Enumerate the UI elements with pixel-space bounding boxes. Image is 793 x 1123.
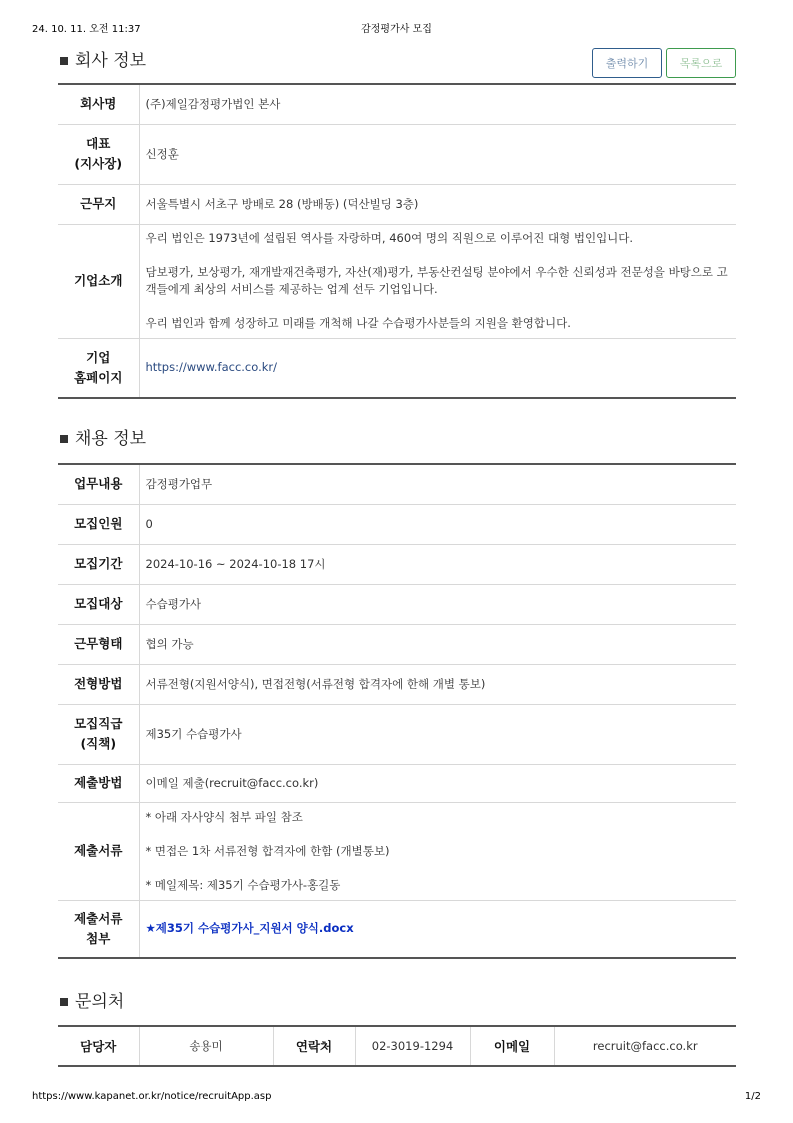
recruit-rank: 제35기 수습평가사: [139, 704, 736, 764]
table-row: [58, 900, 736, 958]
table-row: [58, 584, 736, 624]
intro-paragraph: 담보평가, 보상평가, 재개발재건축평가, 자산(재)평가, 부동산컨설팅 분야에서 우수한 신뢰성과 전문성을 바탕으로 고객들에게 최상의 서비스를 제공하는 업계 선두 기업입니다.: [145, 265, 728, 296]
recruit-target: 수습평가사: [139, 584, 736, 624]
row-label: 제출서류: [58, 802, 139, 900]
table-row: [58, 664, 736, 704]
table-row: [58, 802, 736, 900]
contact-phone: 02-3019-1294: [355, 1026, 470, 1066]
recruit-process: 서류전형(지원서양식), 면접전형(서류전형 합격자에 한해 개별 통보): [139, 664, 736, 704]
company-name: (주)제일감정평가법인 본사: [145, 96, 281, 111]
row-label: 근무형태: [58, 624, 139, 664]
print-url: https://www.kapanet.or.kr/notice/recruitApp.asp: [32, 1091, 272, 1102]
list-button[interactable]: 목록으로: [666, 48, 736, 78]
row-label: 모집대상: [58, 584, 139, 624]
bullet-icon: [60, 57, 68, 65]
homepage-link[interactable]: https://www.facc.co.kr/: [145, 360, 278, 375]
row-label: 회사명: [58, 84, 139, 124]
docs-line: * 면접은 1차 서류전형 합격자에 한함 (개별통보): [145, 843, 390, 858]
company-ceo: 신정훈: [139, 124, 736, 184]
contact-email-label: 이메일: [470, 1026, 554, 1066]
contact-person-label: 담당자: [58, 1026, 139, 1066]
bullet-icon: [60, 435, 68, 443]
print-button[interactable]: 출력하기: [592, 48, 662, 78]
table-row: [58, 764, 736, 802]
row-label: 근무지: [58, 184, 139, 224]
print-date: 24. 10. 11. 오전 11:37: [32, 24, 141, 35]
row-label: 전형방법: [58, 664, 139, 704]
recruit-type: 협의 가능: [139, 624, 736, 664]
row-label: 기업 홈페이지: [58, 338, 139, 398]
table-row: [58, 224, 736, 338]
recruit-table-wrap: [58, 463, 736, 959]
table-row: [58, 544, 736, 584]
row-label: 기업소개: [58, 224, 139, 338]
action-buttons: [592, 48, 736, 78]
print-title: 감정평가사 모집: [361, 24, 432, 35]
recruit-job: 감정평가업무: [145, 476, 213, 491]
recruit-table: [58, 463, 736, 959]
row-label: 업무내용: [58, 464, 139, 504]
intro-paragraph: 우리 법인은 1973년에 설립된 역사를 자랑하며, 460여 명의 직원으로 이루어진 대형 법인입니다.: [145, 231, 634, 245]
section-title-company: 회사 정보: [58, 48, 736, 74]
table-row: [58, 464, 736, 504]
row-label: 모집기간: [58, 544, 139, 584]
intro-paragraph: 우리 법인과 함께 성장하고 미래를 개척해 나갈 수습평가사분들의 지원을 환영합니다.: [145, 316, 571, 330]
section-title-contact: 문의처: [58, 989, 736, 1015]
row-label: 제출서류 첨부: [58, 900, 139, 958]
table-row: [58, 124, 736, 184]
section-title-recruit: 채용 정보: [58, 426, 736, 452]
contact-section: [58, 989, 736, 1015]
docs-line: * 아래 자사양식 첨부 파일 참조: [145, 809, 303, 824]
recruit-method: 이메일 제출(recruit@facc.co.kr): [139, 764, 736, 802]
recruit-docs: [139, 802, 736, 900]
table-row: [58, 504, 736, 544]
contact-table-wrap: [58, 1025, 736, 1067]
recruit-count: 0: [139, 504, 736, 544]
company-intro: [139, 224, 736, 338]
company-location: 서울특별시 서초구 방배로 28 (방배동) (덕산빌딩 3층): [139, 184, 736, 224]
company-table-wrap: [58, 83, 736, 399]
table-row: [58, 184, 736, 224]
table-row: [58, 84, 736, 124]
contact-person: 송용미: [139, 1026, 273, 1066]
recruit-section: [58, 426, 736, 452]
table-row: [58, 624, 736, 664]
company-table: [58, 83, 736, 399]
row-label: 모집인원: [58, 504, 139, 544]
print-footer: [32, 1091, 761, 1105]
contact-table: [58, 1025, 736, 1067]
page-number: 1/2: [744, 1091, 761, 1102]
row-label: 대표 (지사장): [58, 124, 139, 184]
contact-email: recruit@facc.co.kr: [592, 1039, 698, 1053]
docs-line: * 메일제목: 제35기 수습평가사-홍길동: [145, 877, 341, 892]
bullet-icon: [60, 998, 68, 1006]
table-row: [58, 704, 736, 764]
table-row: [58, 1026, 736, 1066]
contact-phone-label: 연락처: [273, 1026, 355, 1066]
attachment-link[interactable]: ★제35기 수습평가사_지원서 양식.docx: [145, 921, 354, 936]
print-header: [32, 20, 761, 36]
table-row: [58, 338, 736, 398]
row-label: 제출방법: [58, 764, 139, 802]
row-label: 모집직급 (직책): [58, 704, 139, 764]
recruit-period: 2024-10-16 ~ 2024-10-18 17시: [139, 544, 736, 584]
